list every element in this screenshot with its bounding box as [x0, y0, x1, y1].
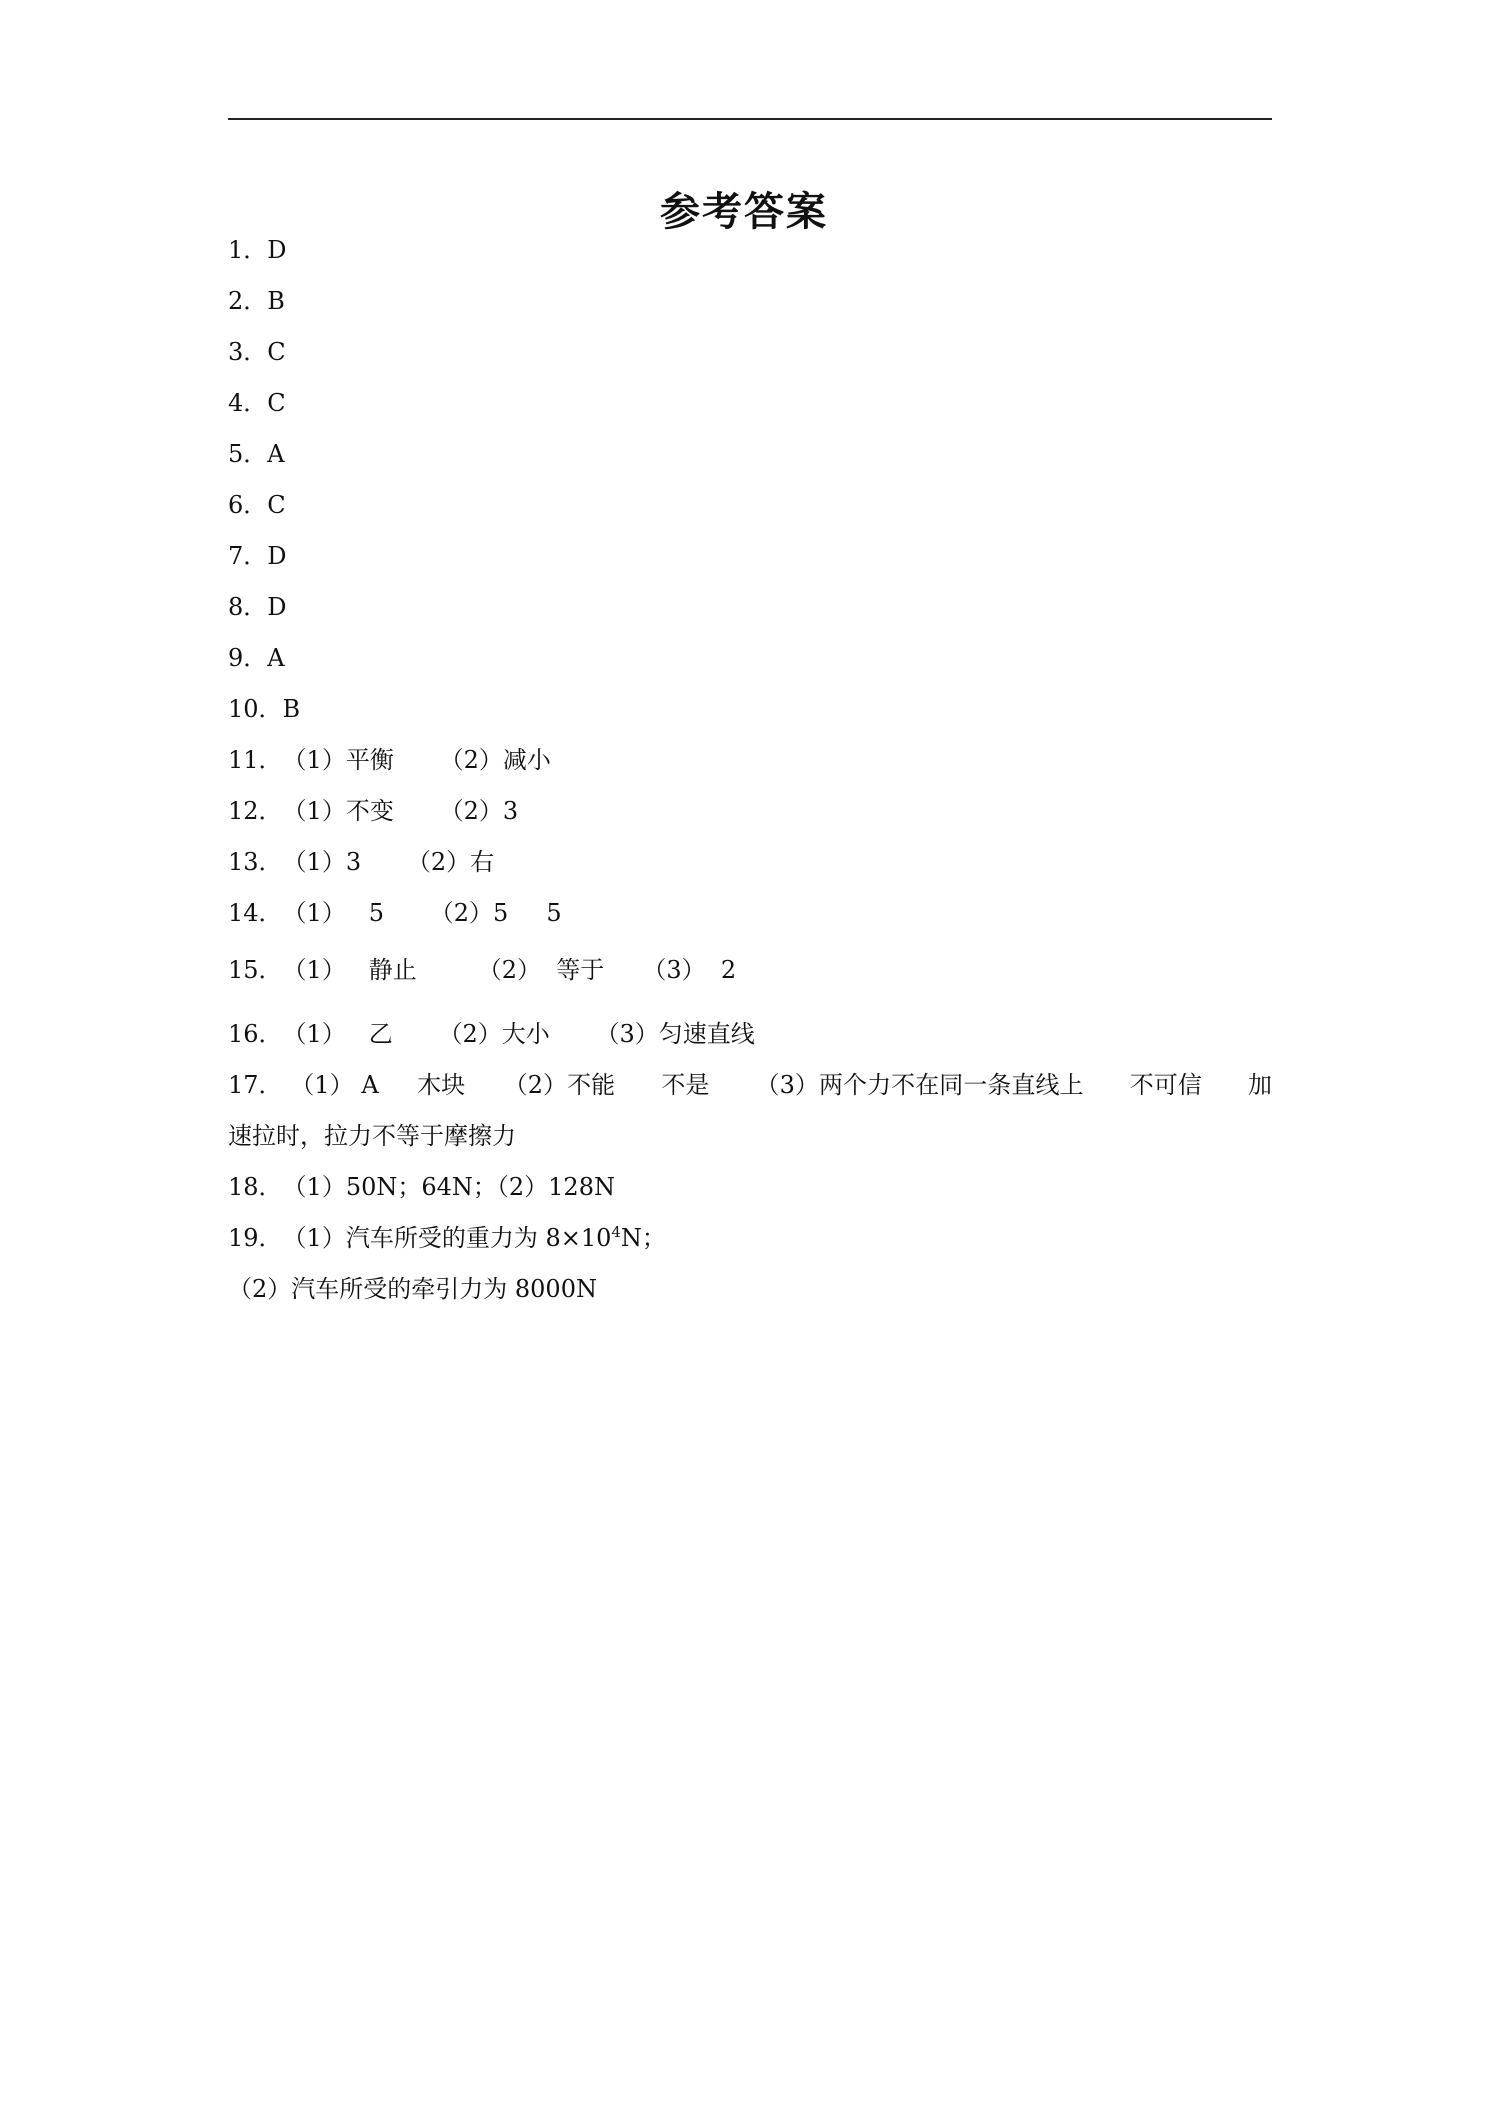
answer-text: A: [267, 440, 285, 468]
answer-text-post: N；: [620, 1224, 666, 1252]
answer-19: [228, 1221, 666, 1255]
answer-4: [228, 386, 286, 420]
answer-number: 2．: [228, 287, 268, 315]
answer-11: [228, 743, 551, 777]
answer-number: 8．: [228, 593, 268, 621]
answer-text: （1）3 （2）右: [282, 848, 495, 876]
answer-number: 4．: [228, 389, 268, 417]
answer-number: 17．: [228, 1071, 283, 1099]
answer-19-continuation: （2）汽车所受的牵引力为 8000N: [228, 1275, 597, 1303]
answer-12: [228, 794, 518, 828]
answer-number: 7．: [228, 542, 268, 570]
answer-number: 19．: [228, 1224, 283, 1252]
answer-1: [228, 233, 287, 267]
answer-text: （1）50N；64N；（2）128N: [282, 1173, 615, 1201]
answer-2: [228, 284, 285, 318]
answer-number: 3．: [228, 338, 268, 366]
answer-text: （1）不变 （2）3: [282, 797, 519, 825]
answer-7: [228, 539, 287, 573]
answer-9: [228, 641, 285, 675]
answer-text: C: [267, 338, 286, 366]
answer-number: 10．: [228, 695, 283, 723]
answer-text: （1） 5 （2）5 5: [282, 899, 562, 927]
answer-6: [228, 488, 286, 522]
answer-number: 16．: [228, 1020, 283, 1048]
answer-text: D: [267, 593, 287, 621]
answer-text: A: [267, 644, 285, 672]
answer-number: 14．: [228, 899, 283, 927]
answer-number: 12．: [228, 797, 283, 825]
answer-text: （1） A 木块 （2）不能 不是 （3）两个力不在同一条直线上 不可信 加: [282, 1071, 1272, 1099]
answer-number: 13．: [228, 848, 283, 876]
answer-text: B: [282, 695, 301, 723]
answer-text: B: [267, 287, 285, 315]
answer-number: 15．: [228, 956, 283, 984]
answer-number: 9．: [228, 644, 268, 672]
answer-10: [228, 692, 300, 726]
answer-text-pre: （1）汽车所受的重力为 8×10: [282, 1224, 612, 1252]
answer-number: 11．: [228, 746, 283, 774]
header-rule: [228, 118, 1272, 120]
answer-8: [228, 590, 287, 624]
answer-18: [228, 1170, 615, 1204]
answer-5: [228, 437, 285, 471]
answer-15: [228, 953, 736, 987]
answer-16: [228, 1017, 755, 1051]
answer-3: [228, 335, 286, 369]
answer-number: 5．: [228, 440, 268, 468]
answer-text: （1） 乙 （2）大小 （3）匀速直线: [282, 1020, 755, 1048]
answer-13: [228, 845, 494, 879]
answer-text: D: [267, 236, 287, 264]
exponent: 4: [611, 1223, 621, 1241]
answer-text: D: [267, 542, 287, 570]
answer-text: C: [267, 491, 286, 519]
answer-14: [228, 896, 562, 930]
answer-text: C: [267, 389, 286, 417]
answer-text: （1）平衡 （2）减小: [282, 746, 551, 774]
answer-number: 1．: [228, 236, 268, 264]
answer-17: [228, 1068, 1272, 1102]
page-title: 参考答案: [660, 189, 828, 235]
answer-17-continuation: 速拉时，拉力不等于摩擦力: [228, 1122, 516, 1150]
answer-text: （1） 静止 （2） 等于 （3） 2: [282, 956, 737, 984]
answer-number: 18．: [228, 1173, 283, 1201]
answer-number: 6．: [228, 491, 268, 519]
